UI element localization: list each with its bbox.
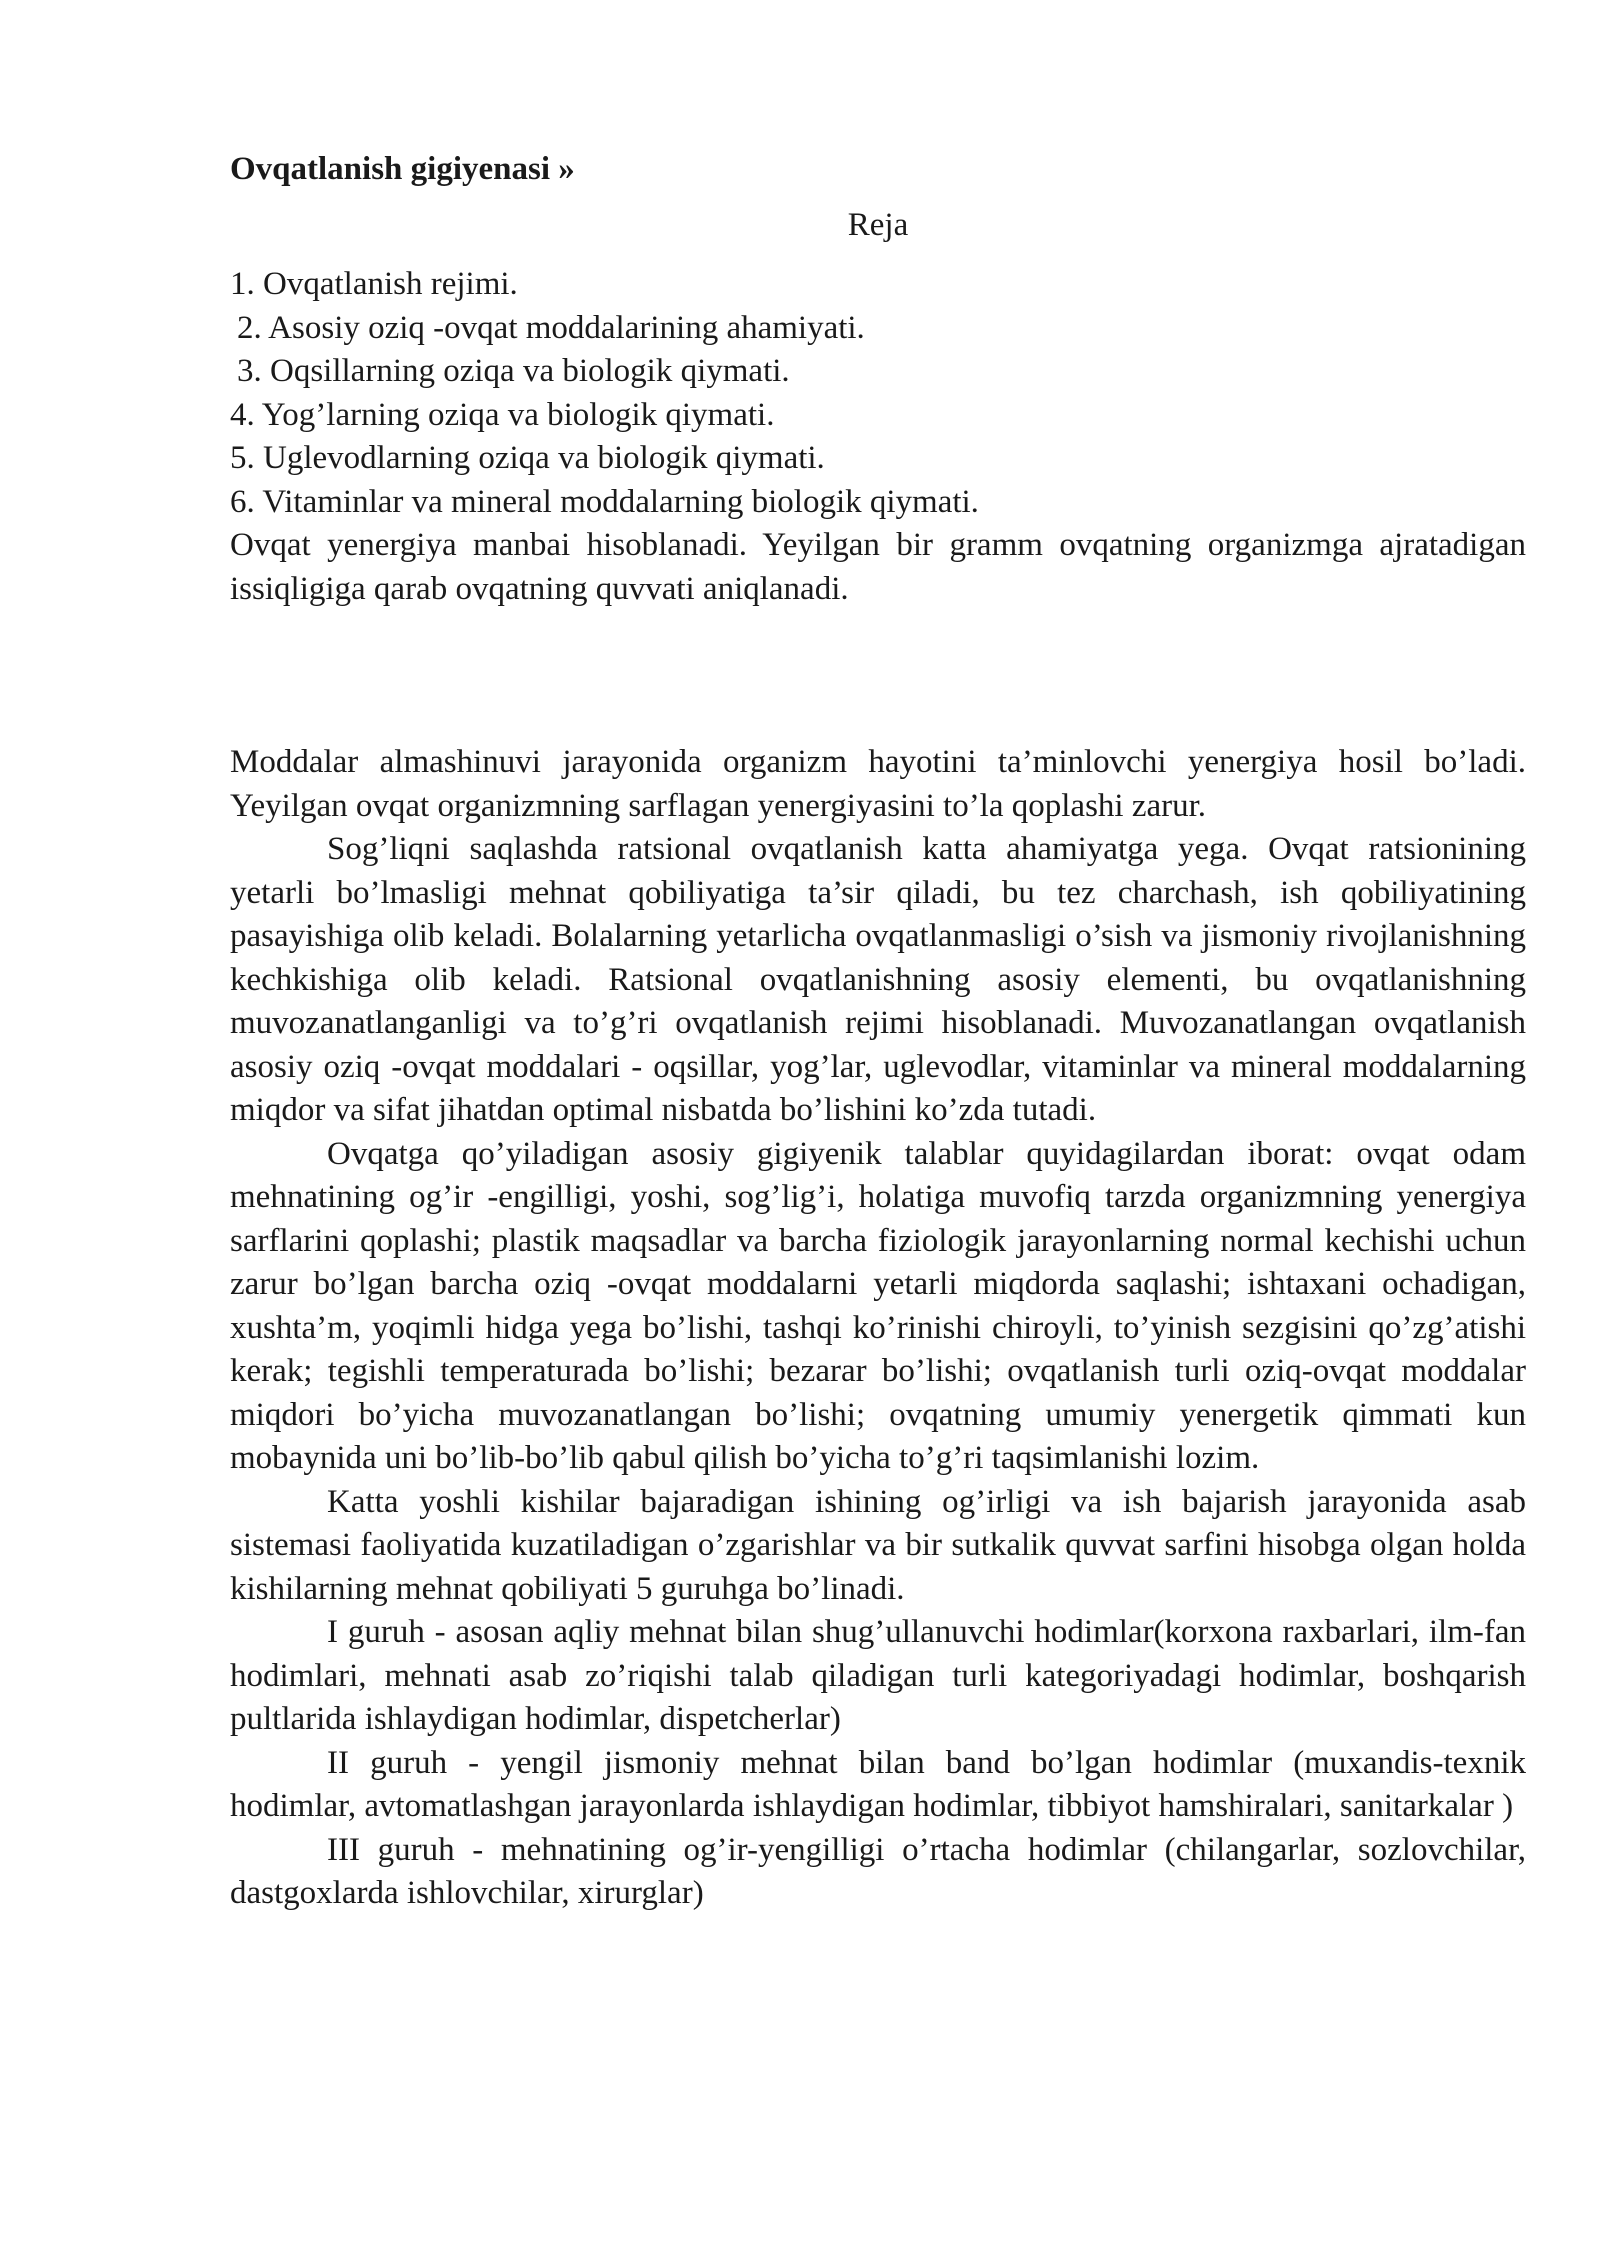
document-page <box>230 148 1526 1916</box>
plan-item: 1. Ovqatlanish rejimi. <box>230 266 518 302</box>
plan-list <box>230 263 1526 524</box>
plan-item: 4. Yog’larning oziqa va biologik qiymati. <box>230 396 775 433</box>
plan-item: 2. Asosiy oziq -ovqat moddalarining ahamiyati. <box>237 309 865 346</box>
plan-item: 5. Uglevodlarning oziqa va biologik qiymati. <box>230 440 825 476</box>
document-title: Ovqatlanish gigiyenasi » <box>230 151 575 187</box>
body-paragraph: III guruh - mehnatining og’ir-yengilligi o’rtacha hodimlar (chilangarlar, sozlovchilar, dastgoxlarda ishlovchilar, xirurglar) <box>230 1831 1526 1911</box>
body-paragraph: Katta yoshli kishilar bajaradigan ishining og’irligi va ish bajarish jarayonida asab sistemasi faoliyatida kuzatiladigan o’zgarishlar va bir sutkalik quvvat sarfini hisobga olgan holda kishilarning mehnat qobiliyati 5 guruhga bo’linadi. <box>230 1483 1526 1607</box>
body-paragraph: Sog’liqni saqlashda ratsional ovqatlanish katta ahamiyatga yega. Ovqat ratsionining yetarli bo’lmasligi mehnat qobiliyatiga ta’sir qiladi, bu tez charchash, ish qobiliyatining pasayishiga olib keladi. Bolalarning yetarlicha ovqatlanmasligi o’sish va jismoniy rivojlanishning kechkishiga olib keladi. Ratsional ovqatlanishning asosiy elementi, bu ovqatlanishning muvozanatlanganligi va to’g’ri ovqatlanish rejimi hisoblanadi. Muvozanatlangan ovqatlanish asosiy oziq -ovqat moddalari - oqsillar, yog’lar, uglevodlar, vitaminlar va mineral moddalarning miqdor va sifat jihatdan optimal nisbatda bo’lishini ko’zda tutadi. <box>230 831 1526 1128</box>
blank-space <box>230 611 1526 741</box>
plan-item: 3. Oqsillarning oziqa va biologik qiymati. <box>237 353 790 389</box>
body-paragraph: Moddalar almashinuvi jarayonida organizm hayotini ta’minlovchi yenergiya hosil bo’ladi. Yeyilgan ovqat organizmning sarflagan yenergiyasini to’la qoplashi zarur. <box>230 744 1526 824</box>
body-paragraph: Ovqatga qo’yiladigan asosiy gigiyenik talablar quyidagilardan iborat: ovqat odam mehnatining og’ir -engilligi, yoshi, sog’lig’i, holatiga muvofiq tarzda organizmning yenergiya sarflarini qoplashi; plastik maqsadlar va barcha fiziologik jarayonlarning normal kechishi uchun zarur bo’lgan barcha oziq -ovqat moddalarni yetarli miqdorda saqlashi; ishtaxani ochadigan, xushta’m, yoqimli hidga yega bo’lishi, tashqi ko’rinishi chiroyli, to’yinish sezgisini qo’zg’atishi kerak; tegishli temperaturada bo’lishi; bezarar bo’lishi; ovqatlanish turli oziq-ovqat moddalar miqdori bo’yicha muvozanatlangan bo’lishi; ovqatning umumiy yenergetik qimmati kun mobaynida uni bo’lib-bo’lib qabul qilish bo’yicha to’g’ri taqsimlanishi lozim. <box>230 1135 1526 1476</box>
body-paragraph: I guruh - asosan aqliy mehnat bilan shug’ullanuvchi hodimlar(korxona raxbarlari, ilm-fan hodimlari, mehnati asab zo’riqishi talab qiladigan turli kategoriyadagi hodimlar, boshqarish pultlarida ishlaydigan hodimlar, dispetcherlar) <box>230 1614 1526 1737</box>
body-paragraph: II guruh - yengil jismoniy mehnat bilan band bo’lgan hodimlar (muxandis-texnik hodimlar, avtomatlashgan jarayonlarda ishlaydigan hodimlar, tibbiyot hamshiralari, sanitarkalar ) <box>230 1744 1526 1824</box>
plan-item: 6. Vitaminlar va mineral moddalarning biologik qiymati. <box>230 483 979 520</box>
plan-heading: Reja <box>847 206 909 243</box>
intro-paragraph: Ovqat yenergiya manbai hisoblanadi. Yeyilgan bir gramm ovqatning organizmga ajratadigan issiqligiga qarab ovqatning quvvati aniqlanadi. <box>230 527 1526 607</box>
